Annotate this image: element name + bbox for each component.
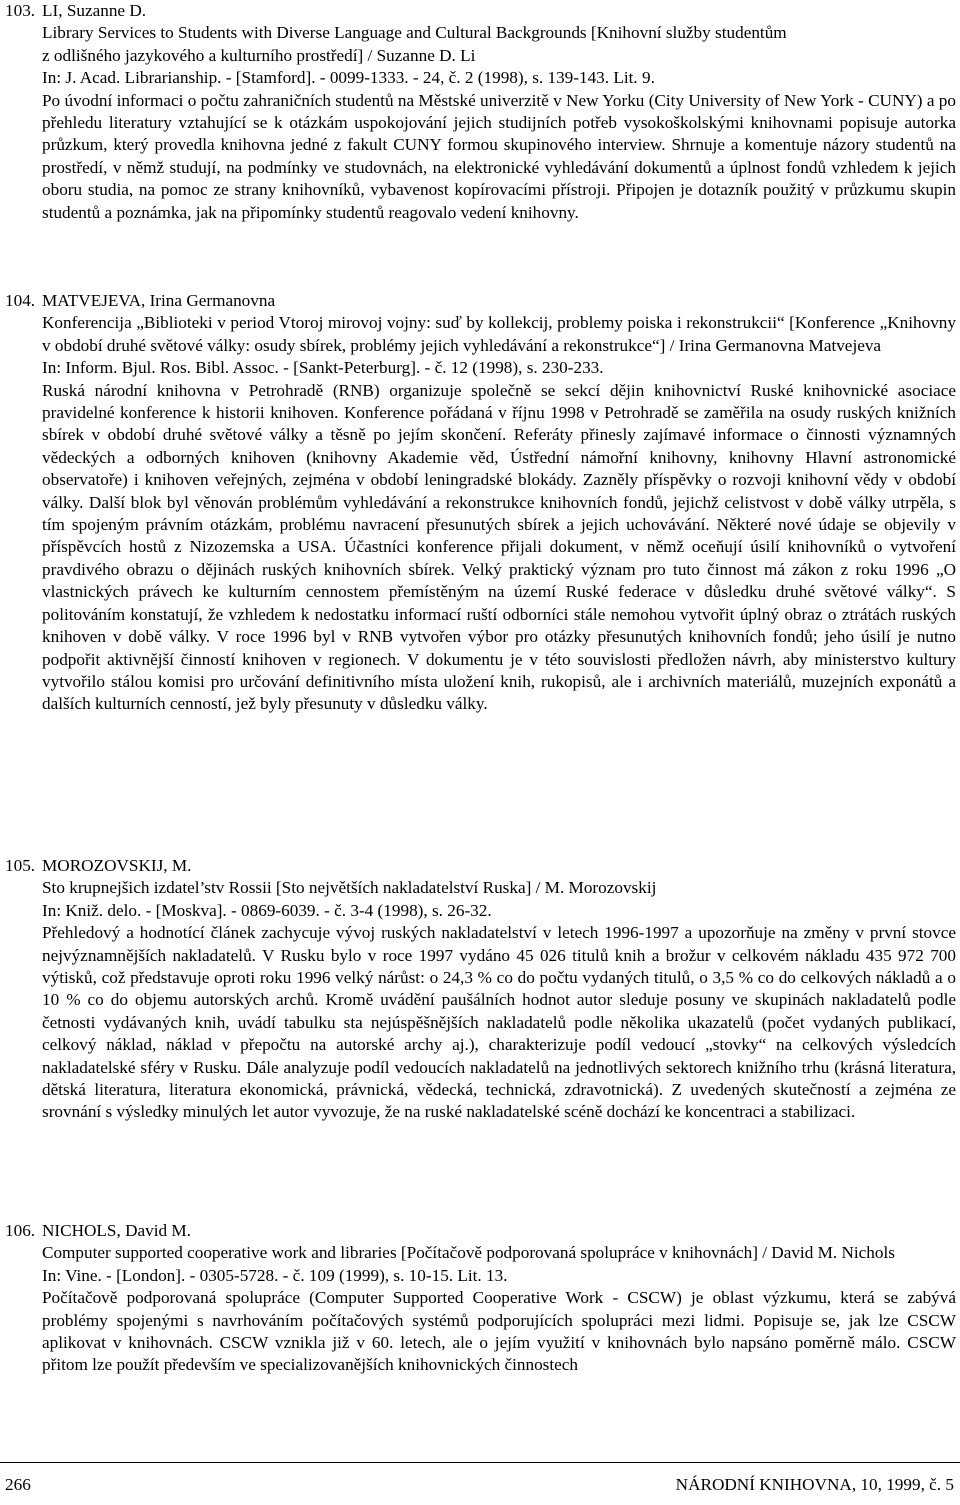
entry-author: NICHOLS, David M.	[42, 1221, 191, 1240]
entry-source: In: Vine. - [London]. - 0305-5728. - č. 109 (1999), s. 10-15. Lit. 13.	[42, 1265, 508, 1285]
entry-title: Sto krupnejšich izdatel’stv Rossii [Sto největších nakladatelství Ruska] / M. Morozovskij	[42, 878, 657, 898]
entry-number: 103.	[5, 1, 36, 20]
entry-source: In: J. Acad. Librarianship. - [Stamford]. - 0099-1333. - 24, č. 2 (1998), s. 139-143. Lit. 9.	[42, 68, 655, 88]
entry-title-continued: z odlišného jazykového a kulturního prostředí] / Suzanne D. Li	[42, 45, 476, 65]
entry-abstract: Po úvodní informaci o počtu zahraničních studentů na Městské univerzitě v New Yorku (City University of New York - CUNY) a po přehledu literatury vztahující se k otázkám uspokojování jejich studijních potřeb vysokoškolskými knihovnami popisuje autorka průzkum, který provedla knihovna jedné z fakult CUNY formou skupinového interview. Shrnuje a komentuje názory studentů na prostředí, v němž studují, na podmínky ve studovnách, na elektronické vyhledávání dokumentů a úplnost fondů vzhledem k jejich oboru studia, na pomoc ze strany knihovníků, vybavenost kopírovacími přístroji. Připojen je dotazník použitý v průzkumu skupin studentů a poznámka, jak na připomínky studentů reagovalo vedení knihovny.	[42, 90, 956, 222]
entry-number: 105.	[5, 856, 36, 875]
entry-number: 104.	[5, 291, 36, 310]
entry-source: In: Kniž. delo. - [Moskva]. - 0869-6039. - č. 3-4 (1998), s. 26-32.	[42, 900, 492, 920]
entry-title: Computer supported cooperative work and libraries [Počítačově podporovaná spolupráce v knihovnách] / David M. Nichols	[42, 1243, 895, 1263]
entry-number: 106.	[5, 1221, 36, 1240]
entry-author: LI, Suzanne D.	[42, 1, 147, 20]
entry-title: Konferencija „Biblioteki v period Vtoroj mirovoj vojny: suď by kollekcij, problemy poiska i rekonstrukcii“ [Konference „Knihovny v období druhé světové války: osudy sbírek, problémy jejich vyhledávání a rekonstrukce“] / Irina Germanovna Matvejeva	[42, 313, 956, 355]
entry-abstract: Ruská národní knihovna v Petrohradě (RNB) organizuje společně se sekcí dějin knihovnictví Ruské knihovnické asociace pravidelné konference k historii knihoven. Konference pořádaná v říjnu 1998 v Petrohradě se zaměřila na osudy ruských knižních sbírek v období druhé světové války a těsně po jejím skončení. Referáty přinesly zajímavé informace o činnosti významných vědeckých a odborných knihoven (knihovny Akademie věd, Ústřední námořní knihovny, knihovny Hlavní astronomické observatoře) i knihoven veřejných, zejména v období leningradské blokády. Zazněly příspěvky o rozvoji knihovní vědy v období války. Další blok byl věnován problémům vyhledávání a rekonstrukce knihovních fondů, jejichž celistvost v době války utrpěla, s tím spojeným právním otázkám, problému navracení přesunutých sbírek a jejich uchovávání. Některé nové údaje se objevily v příspěvcích hostů z Nizozemska a USA. Účastníci konference přijali dokument, v němž oceňují úsilí knihovníků o vytvoření pravdivého obrazu o dějinách ruských knihovních sbírek. Velký praktický význam pro tuto činnost má zákon z roku 1996 „O vlastnických právech ke kulturním cennostem přemístěným na území Ruské federace v důsledku druhé světové války“. S politováním konstatují, že vzhledem k nedostatku informací ruští odborníci stále nemohou vytvořit úplný obraz o ztrátách ruských knihoven v době války. V roce 1996 byl v RNB vytvořen výbor pro otázky přesunutých knihovních fondů; jeho úsilí je nutno podpořit aktivnější činností knihoven v regionech. V dokumentu je v této souvislosti předložen návrh, aby ministerstvo kultury vytvořilo stálou komisi pro určování definitivního místa uložení knih, rukopisů, ale i archivních materiálů, muzejních exponátů a dalších kulturních cenností, jež byly přesunuty v důsledku války.	[42, 380, 956, 714]
entry-author: MOROZOVSKIJ, M.	[42, 856, 192, 875]
page-number: 266	[5, 1475, 31, 1494]
page-footer	[0, 1474, 960, 1498]
entry-abstract: Přehledový a hodnotící článek zachycuje vývoj ruských nakladatelství v letech 1996-1997 a upozorňuje na změny v první stovce nejvýznamnějších nakladatelů. V Rusku bylo v roce 1997 vydáno 45 026 titulů knih a brožur v celkovém nákladu 435 972 700 výtisků, což představuje oproti roku 1996 velký nárůst: o 24,3 % co do počtu vydaných titulů, o 3,5 % co do celkových nákladů a o 10 % co do objemu autorských archů. Kromě uvádění paušálních hodnot autor sleduje posuny ve skupinách nakladatelů podle četnosti vydávaných knih, uvádí tabulku sta nejúspěšnějších nakladatelů podle několika ukazatelů (počet vydaných publikací, celkový náklad, náklad v přepočtu na autorské archy aj.), charakterizuje podíl vedoucí „stovky“ na celkových výsledcích nakladatelské sféry v Rusku. Dále analyzuje podíl vedoucích nakladatelů na jednotlivých sektorech knižního trhu (krásná literatura, dětská literatura, literatura ekonomická, právnická, vědecká, technická, zdravotnická). Z uvedených skutečností a zejména ze srovnání s výsledky minulých let autor vyvozuje, že na ruské nakladatelské scéně dochází ke koncentraci a stabilizaci.	[42, 923, 956, 1122]
journal-citation: NÁRODNÍ KNIHOVNA, 10, 1999, č. 5	[675, 1475, 954, 1494]
entry-abstract: Počítačově podporovaná spolupráce (Computer Supported Cooperative Work - CSCW) je oblast výzkumu, která se zabývá problémy spojenými s navrhováním počítačových systémů podporujících spolupráci mezi lidmi. Popisuje se, jak lze CSCW aplikovat v knihovnách. CSCW vznikla již v 60. letech, ale o jejím využití v knihovnách bylo napsáno poměrně málo. CSCW přitom lze použít především ve specializovanějších knihovnických činnostech	[42, 1288, 956, 1375]
entry-author: MATVEJEVA, Irina Germanovna	[42, 291, 276, 310]
footer-rule	[0, 1462, 960, 1463]
entry-title: Library Services to Students with Diverse Language and Cultural Backgrounds [Knihovní služby studentům	[42, 23, 787, 43]
entry-source: In: Inform. Bjul. Ros. Bibl. Assoc. - [Sankt-Peterburg]. - č. 12 (1998), s. 230-233.	[42, 358, 604, 378]
